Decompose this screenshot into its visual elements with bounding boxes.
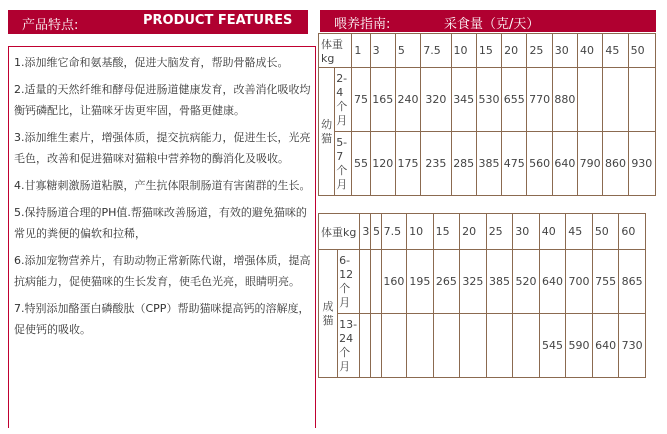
age-label: 13-24个月 [338, 314, 360, 378]
table-cell: 590 [566, 314, 593, 378]
age-label: 5-7个月 [335, 132, 352, 196]
table-cell: 770 [527, 68, 552, 132]
table-cell: 175 [395, 132, 420, 196]
age-label: 2-4个月 [335, 68, 352, 132]
feeding-guide-title: 喂养指南: [334, 17, 391, 32]
group-label: 成猫 [319, 250, 338, 378]
table-cell: 700 [566, 250, 593, 314]
table-cell: 865 [619, 250, 646, 314]
weight-header: 7.5 [421, 34, 451, 68]
table-cell: 320 [421, 68, 451, 132]
feature-item: 2.适量的天然纤维和酵母促进肠道健康发育，改善消化吸收均衡钙磷配比，让猫咪牙齿更牢固，骨骼更健康。 [14, 83, 311, 117]
weight-header: 60 [619, 214, 646, 250]
weight-header: 50 [628, 34, 655, 68]
table-cell: 55 [352, 132, 370, 196]
adult-feeding-table [318, 213, 646, 378]
weight-header: 25 [486, 214, 513, 250]
table-cell [360, 314, 371, 378]
table-cell [578, 68, 603, 132]
table-cell: 880 [552, 68, 577, 132]
table-cell [460, 314, 487, 378]
table-row [319, 132, 656, 196]
table-cell: 790 [578, 132, 603, 196]
table-cell: 75 [352, 68, 370, 132]
table-cell [371, 250, 382, 314]
table-cell: 520 [513, 250, 540, 314]
feeding-guide-header [320, 10, 656, 32]
intake-unit-title: 采食量（克/天） [444, 17, 540, 32]
feature-item: 4.甘寡糖刺激肠道粘膜，产生抗体限制肠道有害菌群的生长。 [14, 179, 311, 192]
table-cell [603, 68, 628, 132]
weight-header: 20 [460, 214, 487, 250]
table-cell: 860 [603, 132, 628, 196]
table-cell: 195 [407, 250, 434, 314]
age-label: 6-12个月 [338, 250, 360, 314]
feature-item: 1.添加维它命和氨基酸，促进大脑发育，帮助骨骼成长。 [14, 56, 289, 69]
table-cell [628, 68, 655, 132]
feature-item: 3.添加维生素片，增强体质，提交抗病能力，促进生长，光亮毛色，改善和促进猫咪对猫粮中营养物的酶消化及吸收。 [14, 131, 311, 165]
weight-header: 5 [371, 214, 382, 250]
table-cell: 560 [527, 132, 552, 196]
table-cell: 160 [381, 250, 406, 314]
table-cell: 385 [476, 132, 501, 196]
table-cell [381, 314, 406, 378]
weight-header: 10 [407, 214, 434, 250]
weight-header: 15 [476, 34, 501, 68]
table-row [319, 214, 646, 250]
table-cell: 325 [460, 250, 487, 314]
weight-label: 体重kg [319, 34, 352, 68]
table-cell: 655 [502, 68, 527, 132]
features-panel [8, 46, 316, 428]
table-cell: 265 [433, 250, 460, 314]
table-cell: 165 [370, 68, 395, 132]
weight-header: 25 [527, 34, 552, 68]
table-cell: 640 [552, 132, 577, 196]
weight-header: 1 [352, 34, 370, 68]
table-cell: 730 [619, 314, 646, 378]
weight-header: 40 [578, 34, 603, 68]
table-cell: 475 [502, 132, 527, 196]
feature-item: 6.添加宠物营养片，有助动物正常新陈代谢，增强体质，提高抗病能力，促使猫咪的生长发育，使毛色光亮，眼睛明亮。 [14, 254, 311, 288]
table-cell: 930 [628, 132, 655, 196]
features-title-cn: 产品特点: [22, 18, 79, 33]
weight-header: 15 [433, 214, 460, 250]
table-cell: 240 [395, 68, 420, 132]
feature-item: 5.保持肠道合理的PH值.帮猫咪改善肠道，有效的避免猫咪的常见的粪便的偏软和拉稀， [14, 206, 307, 240]
table-cell: 235 [421, 132, 451, 196]
table-cell: 640 [592, 314, 619, 378]
weight-header: 40 [539, 214, 566, 250]
weight-header: 20 [502, 34, 527, 68]
weight-header: 45 [566, 214, 593, 250]
weight-header: 5 [395, 34, 420, 68]
weight-header: 45 [603, 34, 628, 68]
table-cell: 545 [539, 314, 566, 378]
weight-header: 50 [592, 214, 619, 250]
feature-item: 7.特别添加酪蛋白磷酸肽（CPP）帮助猫咪提高钙的溶解度，促使钙的吸收。 [14, 302, 310, 336]
group-label: 幼猫 [319, 68, 335, 196]
table-row [319, 68, 656, 132]
table-cell: 285 [451, 132, 476, 196]
table-cell: 640 [539, 250, 566, 314]
product-features-header [8, 10, 308, 34]
table-row [319, 34, 656, 68]
table-cell: 755 [592, 250, 619, 314]
table-cell [433, 314, 460, 378]
table-row [319, 314, 646, 378]
weight-header: 3 [370, 34, 395, 68]
table-cell: 530 [476, 68, 501, 132]
table-cell [486, 314, 513, 378]
weight-header: 10 [451, 34, 476, 68]
weight-header: 7.5 [381, 214, 406, 250]
table-cell [407, 314, 434, 378]
table-cell: 385 [486, 250, 513, 314]
table-cell: 120 [370, 132, 395, 196]
table-cell [513, 314, 540, 378]
weight-header: 30 [552, 34, 577, 68]
weight-header: 3 [360, 214, 371, 250]
kitten-feeding-table [318, 33, 656, 196]
weight-header: 30 [513, 214, 540, 250]
table-row [319, 250, 646, 314]
weight-label: 体重kg [319, 214, 360, 250]
table-cell [360, 250, 371, 314]
table-cell [371, 314, 382, 378]
features-title-en: PRODUCT FEATURES [143, 13, 293, 28]
table-cell: 345 [451, 68, 476, 132]
